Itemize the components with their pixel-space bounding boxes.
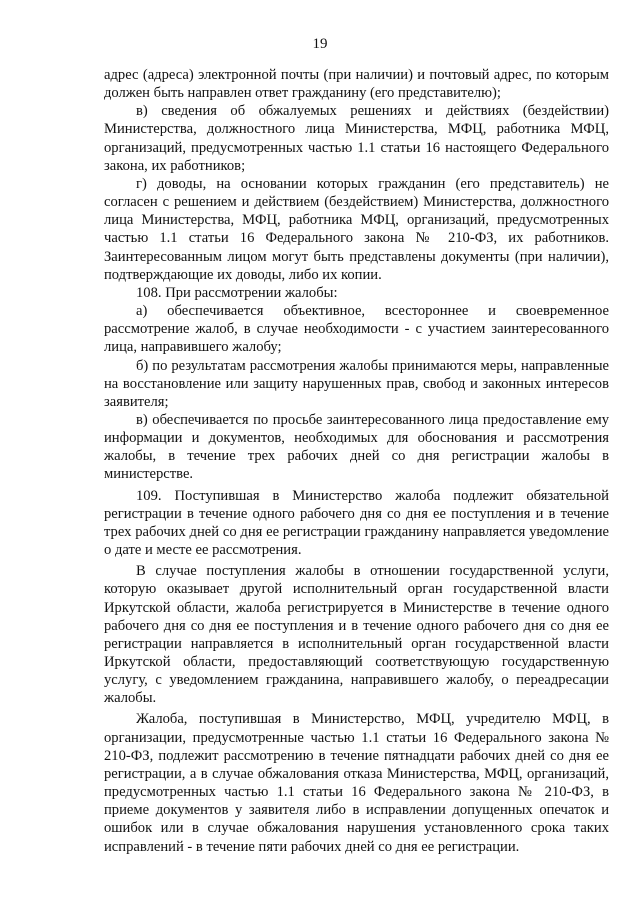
paragraph-109-registration: 109. Поступившая в Министерство жалоба подлежит обязательной регистрации в течение одного рабочего дня со дня ее поступления и в течение трех рабочих дней со дня ее регистрации гражданину направляется уведомление о дате и месте ее рассмотрения. — [104, 487, 609, 559]
paragraph-108-item-v: в) обеспечивается по просьбе заинтересованного лица предоставление ему информации и документов, необходимых для обоснования и рассмотрения жалобы, в течение трех рабочих дней со дня регистрации жалобы в министерстве. — [104, 411, 609, 483]
paragraph-redirect-complaint: В случае поступления жалобы в отношении государственной услуги, которую оказывает другой исполнительный орган государственной власти Иркутской области, жалоба регистрируется в Министерстве в течение одного рабочего дня со дня ее поступления и в течение одного рабочего дня со дня ее регистрации направляется в исполнительный орган государственной власти Иркутской области, предоставляющий соответствующую государственную услугу, с уведомлением гражданина, направившего жалобу, о переадресации жалобы. — [104, 563, 609, 707]
paragraph-review-terms: Жалоба, поступившая в Министерство, МФЦ, учредителю МФЦ, в организации, предусмотренные частью 1.1 статьи 16 Федерального закона № 210-ФЗ, подлежит рассмотрению в течение пятнадцати рабочих дней со дня ее регистрации, а в случае обжалования отказа Министерства, МФЦ, организаций, предусмотренных частью 1.1 статьи 16 Федерального закона № 210-ФЗ, в приеме документов у заявителя либо в исправлении допущенных опечаток и ошибок или в случае обжалования нарушения установленного срока таких исправлений - в течение пяти рабочих дней со дня ее регистрации. — [104, 711, 609, 855]
paragraph-108-heading: 108. При рассмотрении жалобы: — [136, 284, 338, 301]
paragraph-108-item-b: б) по результатам рассмотрения жалобы принимаются меры, направленные на восстановление или защиту нарушенных прав, свобод и законных интересов заявителя; — [104, 357, 609, 410]
paragraph-108-item-a: а) обеспечивается объективное, всестороннее и своевременное рассмотрение жалоб, в случае необходимости - с участием заинтересованного лица, направившего жалобу; — [104, 303, 609, 356]
paragraph-email-address: адрес (адреса) электронной почты (при наличии) и почтовый адрес, по которым должен быть направлен ответ гражданину (его представителю); — [104, 67, 609, 102]
paragraph-item-v-decisions: в) сведения об обжалуемых решениях и действиях (бездействии) Министерства, должностного лица Министерства, МФЦ, работника МФЦ, организаций, предусмотренных частью 1.1 статьи 16 настоящего Федерального закона, их работников; — [104, 103, 609, 174]
page-number: 19 — [312, 36, 328, 52]
document-body — [104, 66, 609, 856]
paragraph-item-g-arguments: г) доводы, на основании которых гражданин (его представитель) не согласен с решением и действием (бездействием) Министерства, должностного лица Министерства, МФЦ, работника МФЦ, организаций, предусмотренных частью 1.1 статьи 16 Федерального закона № 210-ФЗ, их работников. Заинтересованным лицом могут быть представлены документы (при наличии), подтверждающие их доводы, либо их копии. — [104, 175, 609, 283]
